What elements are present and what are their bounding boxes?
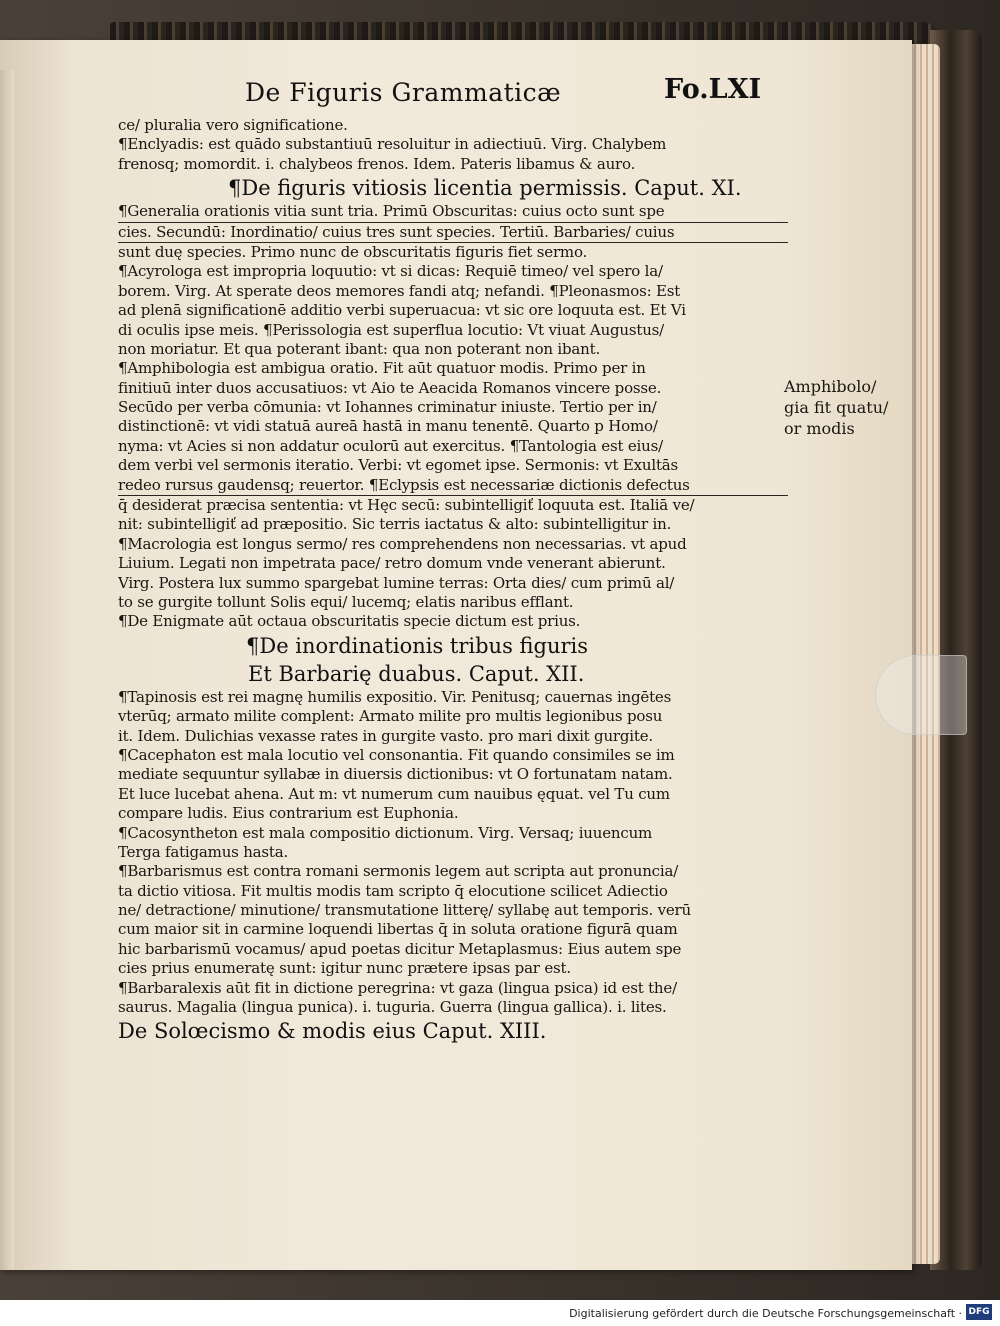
text-line: finitiuū inter duos accusatiuos: vt Aio te Aeacida Romanos vincere posse. [118,378,662,397]
page-gutter [0,70,14,1270]
text-line: ¶Barbaralexis aūt fit in dictione peregrina: vt gaza (lingua psica) id est the/ [118,978,677,997]
text-line: ¶Generalia orationis vitia sunt tria. Primū Obscuritas: cuius octo sunt spe [118,202,788,222]
text-line: compare ludis. Eius contrarium est Euphonia. [118,804,459,823]
text-line: ¶Amphibologia est ambigua oratio. Fit aūt quatuor modis. Primo per in [118,359,646,378]
dfg-logo: DFG [966,1304,992,1320]
text-line: ta dictio vitiosa. Fit multis modis tam scripto q̄ elocutione scilicet Adiectio [118,881,668,900]
text-block [118,116,788,1045]
text-line: distinctionē: vt vidi statuā aureā hastā in manu tenentē. Quarto p Homo/ [118,417,658,436]
funding-credit: Digitalisierung gefördert durch die Deutsche Forschungsgemeinschaft · [569,1307,962,1320]
text-line: saurus. Magalia (lingua punica). i. tuguria. Guerra (lingua gallica). i. lites. [118,998,667,1017]
text-line: ¶Tapinosis est rei magnę humilis expositio. Vir. Penitusq; cauernas ingētes [118,687,672,706]
text-line: q̄ desiderat præcisa sententia: vt Hęc secū: subintelligiť loquuta est. Italiā ve/ [118,496,695,515]
chapter-heading: De Solœcismo & modis eius Caput. XIII. [118,1019,547,1044]
text-line: cies. Secundū: Inordinatio/ cuius tres sunt species. Tertiū. Barbaries/ cuius [118,223,788,243]
text-line: ad plenā significationē additio verbi superuacua: vt sic ore loquuta est. Et Vi [118,301,686,320]
text-line: sunt duę species. Primo nunc de obscuritatis figuris fiet sermo. [118,242,588,261]
chapter-heading: ¶De inordinationis tribus figuris [246,633,589,658]
text-line: ¶Cacosyntheton est mala compositio dictionum. Virg. Versaq; iuuencum [118,823,653,842]
text-line: cum maior sit in carmine loquendi libertas q̄ in soluta oratione figurā quam [118,920,678,939]
text-line: Liuium. Legati non impetrata pace/ retro domum vnde venerant abierunt. [118,554,666,573]
text-line: hic barbarismū vocamus/ apud poetas dicitur Metaplasmus: Eius autem spe [118,939,682,958]
text-line: borem. Virg. At sperate deos memores fandi atq; nefandi. ¶Pleonasmos: Est [118,281,681,300]
text-line: ¶Barbarismus est contra romani sermonis legem aut scripta aut pronuncia/ [118,862,679,881]
margin-note [784,376,888,439]
text-line: ne/ detractione/ minutione/ transmutatione litterę/ syllabę aut temporis. verū [118,901,691,920]
text-line: nyma: vt Acies si non addatur oculorū aut exercitus. ¶Tantologia est eius/ [118,436,663,455]
text-line: ¶Enclyadis: est quādo substantiuū resoluitur in adiectiuū. Virg. Chalybem [118,135,667,154]
text-line: cies prius enumeratę sunt: igitur nunc prætere ipsas par est. [118,959,571,978]
text-line: Secūdo per verba cōmunia: vt Iohannes criminatur iniuste. Tertio per in/ [118,398,657,417]
chapter-heading: ¶De figuris vitiosis licentia permissis. Caput. XI. [228,176,742,201]
page-fold-clip [875,655,967,735]
text-line: nit: subintelligiť ad præpositio. Sic terris iactatus & alto: subintelligitur in. [118,515,672,534]
text-line: ¶Cacephaton est mala locutio vel consonantia. Fit quando consimiles se im [118,745,675,764]
text-line: ¶Acyrologa est impropria loquutio: vt si dicas: Requiē timeo/ vel spero la/ [118,262,663,281]
folio-number: Fo.LXI [664,74,762,105]
chapter-heading: Et Barbarię duabus. Caput. XII. [248,661,585,686]
text-line: vterūq; armato milite complent: Armato milite pro multis legionibus posu [118,707,663,726]
text-line: non moriatur. Et qua poterant ibant: qua non poterant non ibant. [118,339,601,358]
text-line: Terga fatigamus hasta. [118,842,289,861]
text-line: di oculis ipse meis. ¶Perissologia est superflua locutio: Vt viuat Augustus/ [118,320,665,339]
margin-note-line: Amphibolo/ [784,377,877,396]
text-line: ce/ pluralia vero significatione. [118,116,348,134]
text-line: dem verbi vel sermonis iteratio. Verbi: vt egomet ipse. Sermonis: vt Exultās [118,456,679,475]
text-line: ¶Macrologia est longus sermo/ res comprehendens non necessarias. vt apud [118,534,687,553]
text-line: Virg. Postera lux summo spargebat lumine terras: Orta dies/ cum primū al/ [118,573,675,592]
text-line: Et luce lucebat ahena. Aut m: vt numerum cum nauibus ęquat. vel Tu cum [118,784,670,803]
text-line: to se gurgite tollunt Solis equi/ lucemq; elatis naribus efflant. [118,592,574,611]
text-line: it. Idem. Dulichias vexasse rates in gurgite vasto. pro mari dixit gurgite. [118,726,653,745]
text-line: frenosq; momordit. i. chalybeos frenos. Idem. Pateris libamus & auro. [118,154,636,173]
text-line: redeo rursus gaudensq; reuertor. ¶Eclypsis est necessariæ dictionis defectus [118,476,788,496]
margin-note-line: or modis [784,419,855,438]
running-header: De Figuris Grammaticæ [245,78,562,107]
text-line: mediate sequuntur syllabæ in diuersis dictionibus: vt O fortunatam natam. [118,765,673,784]
text-line: ¶De Enigmate aūt octaua obscuritatis specie dictum est prius. [118,612,581,631]
margin-note-line: gia fit quatu/ [784,398,889,417]
